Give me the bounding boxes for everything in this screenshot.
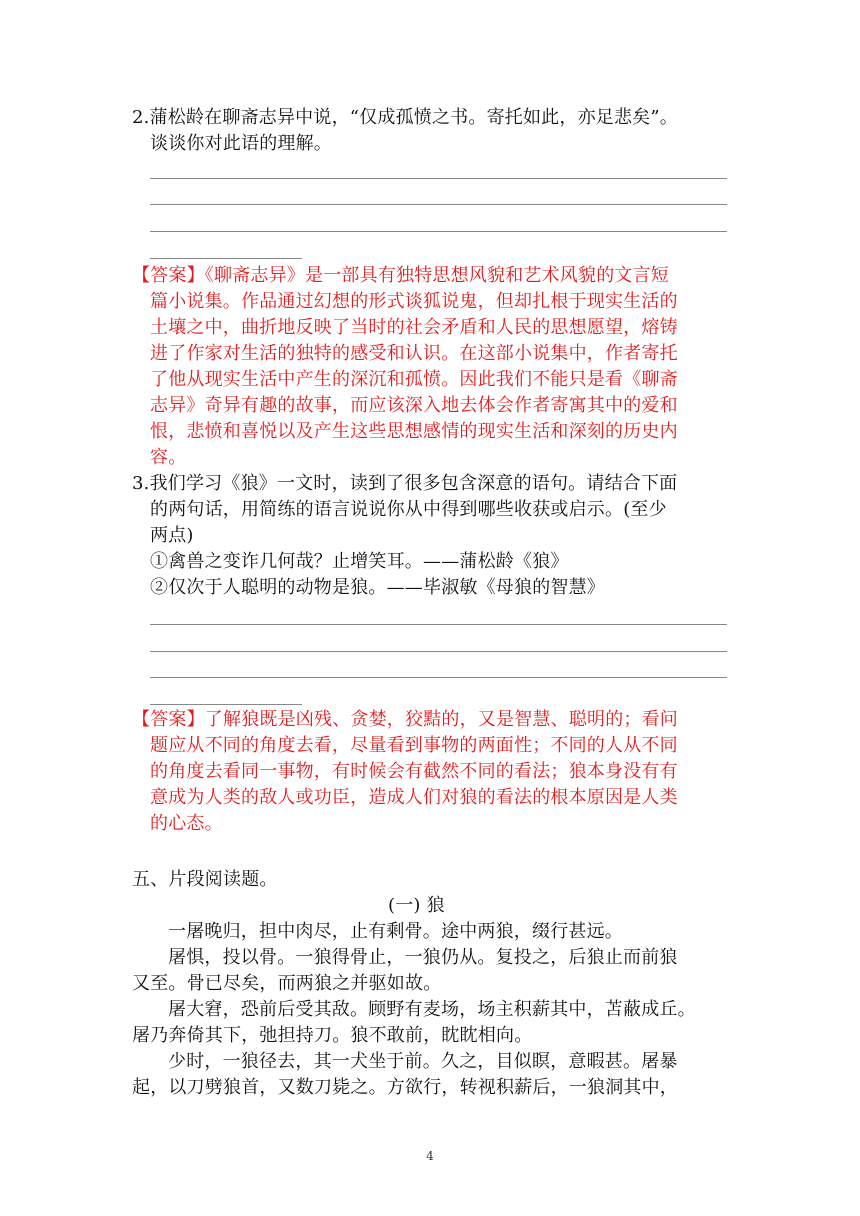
- answer-3-line: 意成为人类的敌人或功臣，造成人们对狼的看法的根本原因是人类: [150, 787, 678, 808]
- question-3-line: 两点): [150, 525, 194, 546]
- passage-line: 又至。骨已尽矣，而两狼之并驱如故。: [132, 973, 442, 994]
- answer-3-line: 题应从不同的角度去看，尽量看到事物的两面性；不同的人从不同: [150, 735, 678, 756]
- answer-blank-line: [150, 231, 727, 232]
- answer-2-line: 容。: [150, 447, 187, 468]
- answer-blank-line: [150, 258, 302, 259]
- question-3-line: 3.我们学习《狼》一文时，读到了很多包含深意的语句。请结合下面: [132, 473, 678, 494]
- passage-line: 屠大窘，恐前后受其敌。顾野有麦场，场主积薪其中，苫蔽成丘。: [168, 999, 696, 1020]
- question-2-line-1: 2.蒲松龄在聊斋志异中说，“仅成孤愤之书。寄托如此，亦足悲矣”。: [132, 107, 678, 128]
- answer-blank-line: [150, 704, 302, 705]
- answer-3-line: 【答案】了解狼既是凶残、贪婪，狡黠的，又是智慧、聪明的；看问: [132, 709, 678, 730]
- passage-line: 一屠晚归，担中肉尽，止有剩骨。途中两狼，缀行甚远。: [168, 921, 623, 942]
- page-number: 4: [426, 1149, 434, 1163]
- passage-line: 起，以刀劈狼首，又数刀毙之。方欲行，转视积薪后，一狼洞其中，: [132, 1077, 678, 1098]
- passage-line: 少时，一狼径去，其一犬坐于前。久之，目似瞑，意暇甚。屠暴: [168, 1051, 678, 1072]
- question-3-line: 的两句话，用简练的语言说说你从中得到哪些收获或启示。(至少: [150, 499, 667, 520]
- answer-blank-line: [150, 677, 727, 678]
- question-3-quote-2: ②仅次于人聪明的动物是狼。——毕淑敏《母狼的智慧》: [150, 577, 605, 598]
- answer-2-line: 了他从现实生活中产生的深沉和孤愤。因此我们不能只是看《聊斋: [150, 369, 678, 390]
- passage-title: (一) 狼: [388, 895, 445, 916]
- passage-line: 屠惧，投以骨。一狼得骨止，一狼仍从。复投之，后狼止而前狼: [168, 947, 678, 968]
- answer-blank-line: [150, 204, 727, 205]
- passage-line: 屠乃奔倚其下，弛担持刀。狼不敢前，眈眈相向。: [132, 1025, 533, 1046]
- answer-blank-line: [150, 651, 727, 652]
- answer-2-line: 志异》奇异有趣的故事，而应该深入地去体会作者寄寓其中的爱和: [150, 395, 678, 416]
- answer-2-line: 篇小说集。作品通过幻想的形式谈狐说鬼，但却扎根于现实生活的: [150, 291, 678, 312]
- answer-blank-line: [150, 178, 727, 179]
- question-2-line-2: 谈谈你对此语的理解。: [150, 133, 332, 154]
- section-heading: 五、片段阅读题。: [132, 869, 278, 890]
- answer-2-line: 恨，悲愤和喜悦以及产生这些思想感情的现实生活和深刻的历史内: [150, 421, 678, 442]
- answer-3-line: 的心态。: [150, 813, 223, 834]
- question-3-quote-1: ①禽兽之变诈几何哉？止增笑耳。——蒲松龄《狼》: [150, 551, 569, 572]
- answer-2-line: 【答案】《聊斋志异》是一部具有独特思想风貌和艺术风貌的文言短: [132, 265, 669, 286]
- answer-blank-line: [150, 624, 727, 625]
- answer-3-line: 的角度去看同一事物，有时候会有截然不同的看法；狼本身没有有: [150, 761, 678, 782]
- answer-2-line: 土壤之中，曲折地反映了当时的社会矛盾和人民的思想愿望，熔铸: [150, 317, 678, 338]
- answer-2-line: 进了作家对生活的独特的感受和认识。在这部小说集中，作者寄托: [150, 343, 678, 364]
